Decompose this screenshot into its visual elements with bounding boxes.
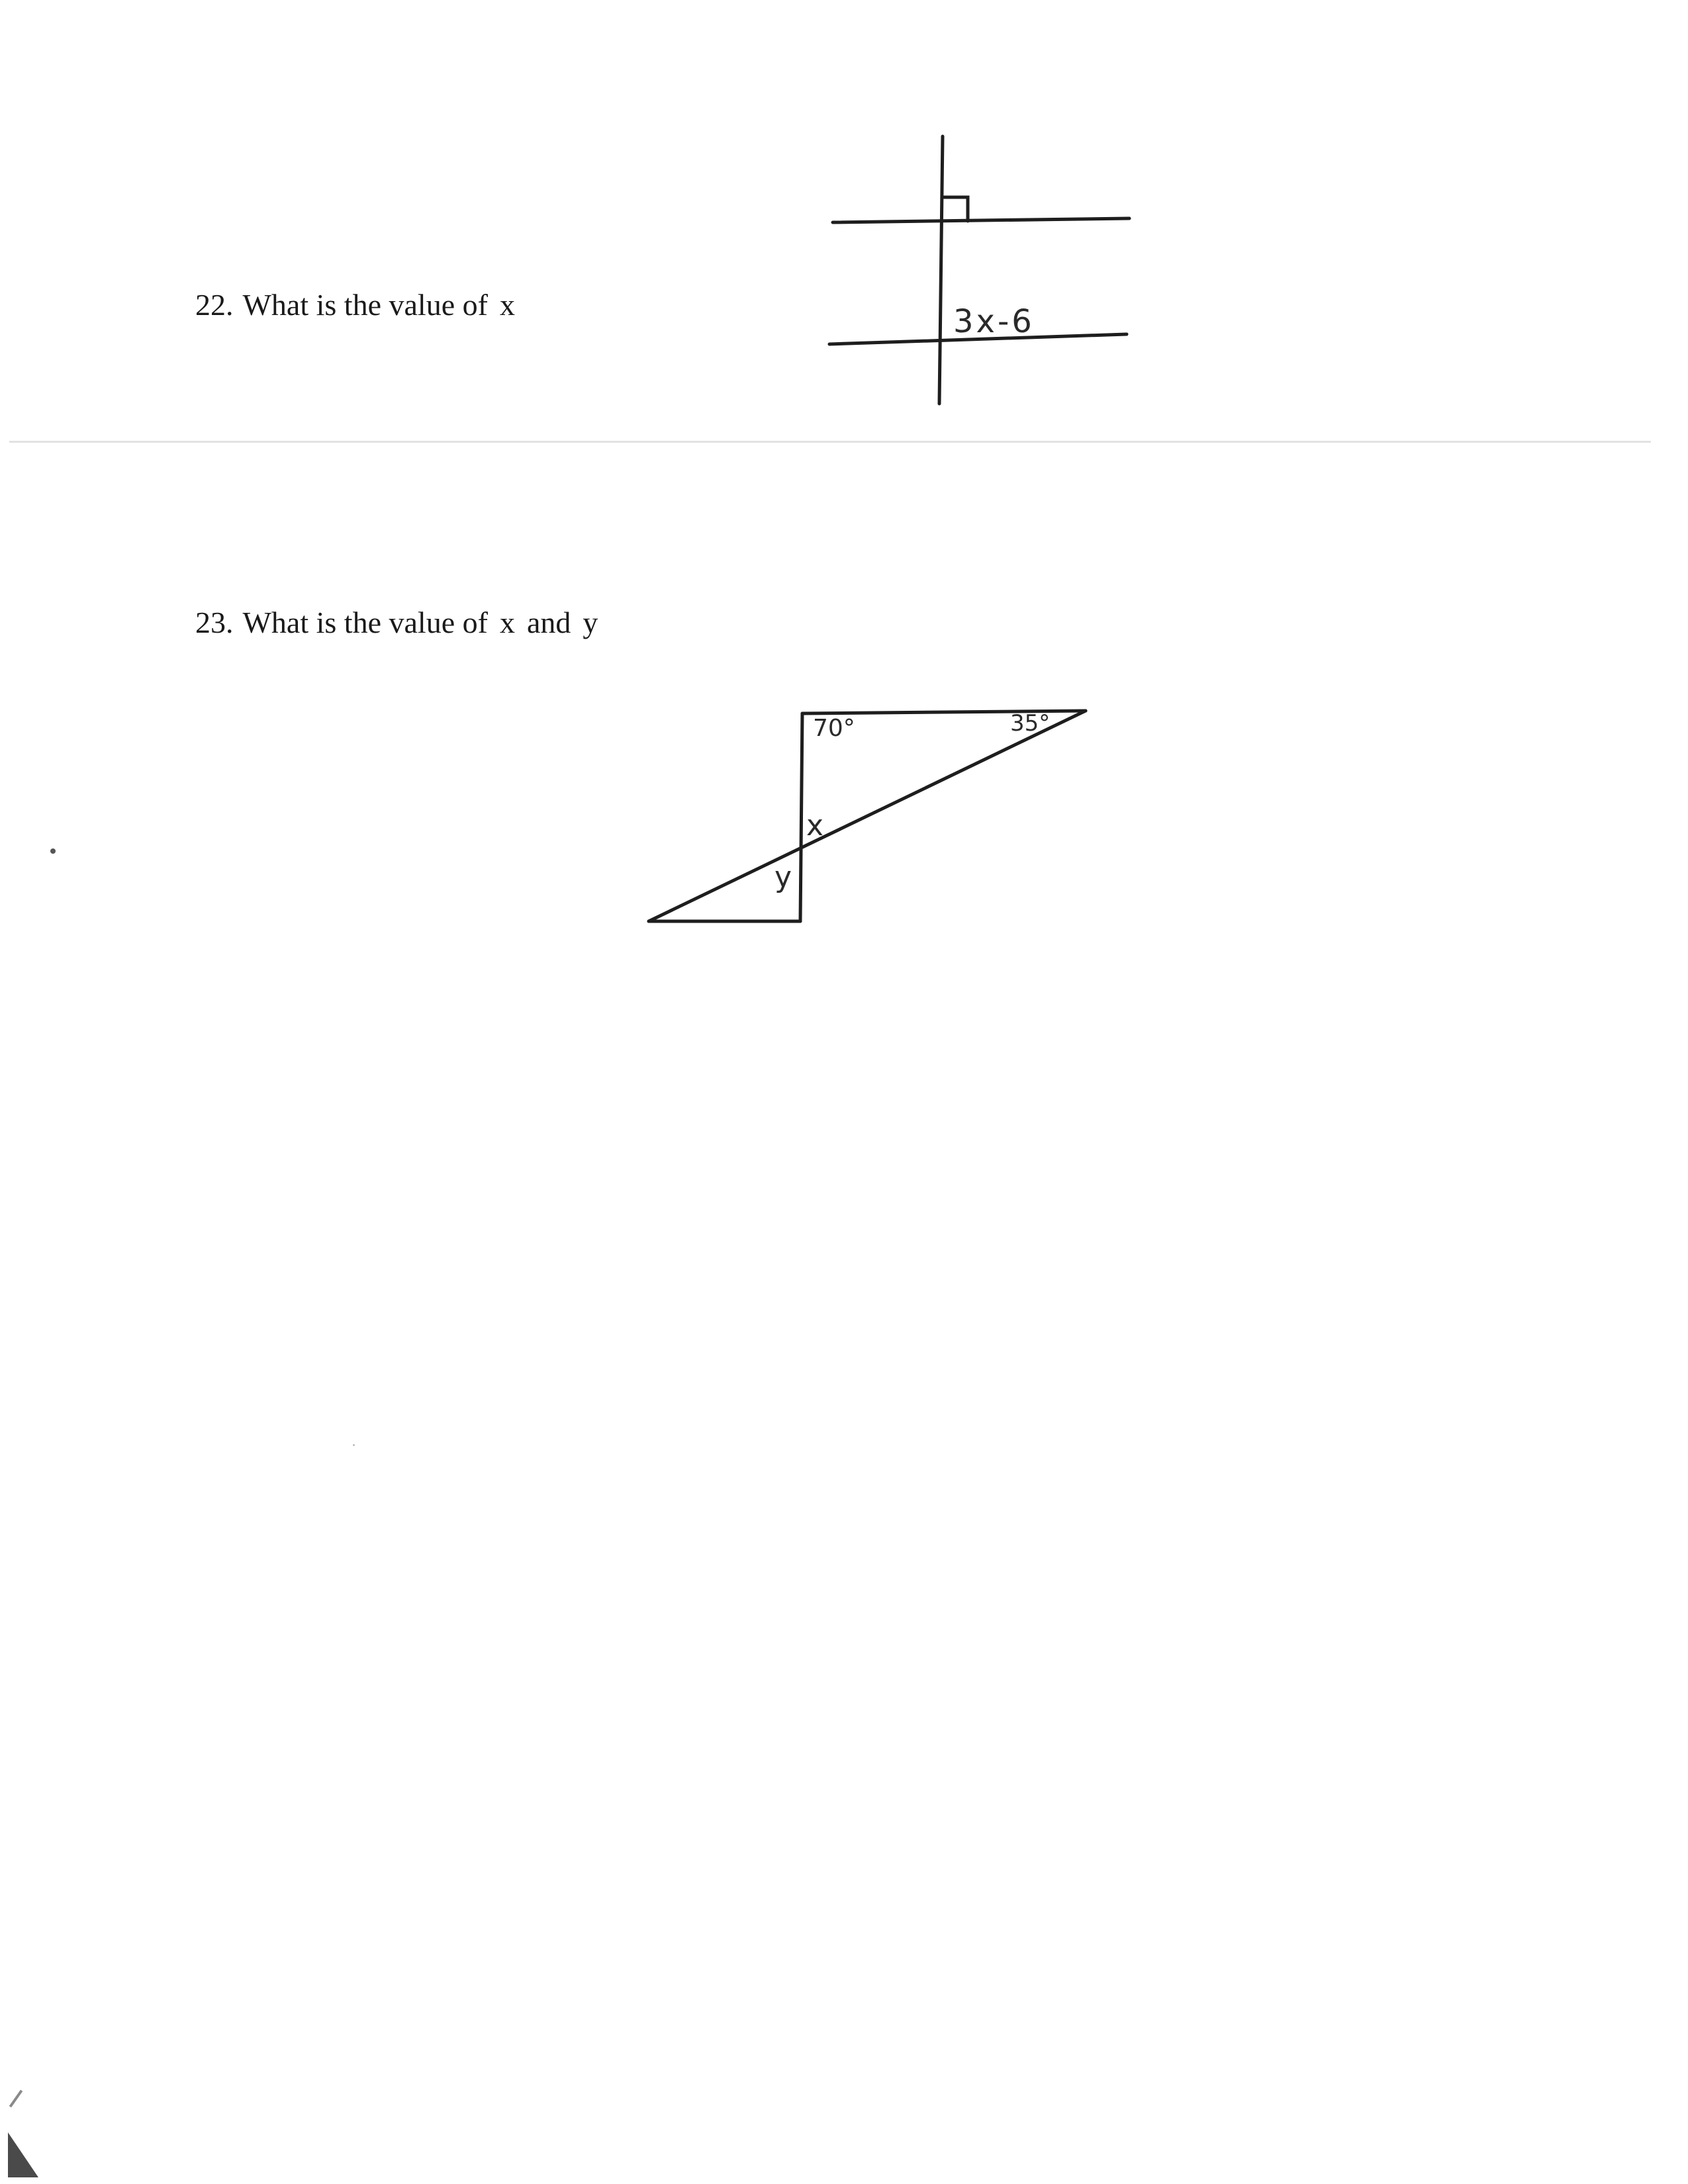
scan-speck xyxy=(353,1444,355,1446)
scan-speck xyxy=(50,848,56,854)
scan-corner-shadow xyxy=(8,2132,38,2177)
angle-expression-label: 3x-6 xyxy=(953,303,1035,340)
scan-corner-artifact xyxy=(9,2090,23,2108)
question-conjunction: and xyxy=(526,606,571,639)
question-variable-x: x xyxy=(499,288,515,322)
angle-label-70: 70° xyxy=(813,715,855,742)
question-variable-y: y xyxy=(583,606,598,639)
angle-label-x: x xyxy=(806,809,824,842)
question-variable-x: x xyxy=(499,606,515,639)
question-text: What is the value of xyxy=(242,606,488,639)
question-number: 23. xyxy=(195,606,234,639)
question-number: 22. xyxy=(195,288,234,322)
angle-label-35: 35° xyxy=(1010,710,1051,737)
angle-label-y: y xyxy=(774,860,792,894)
vertical-segment xyxy=(800,713,802,921)
figure-23-diagram xyxy=(0,0,1688,960)
diagonal-segment xyxy=(649,711,1086,921)
question-text: What is the value of xyxy=(242,288,488,322)
